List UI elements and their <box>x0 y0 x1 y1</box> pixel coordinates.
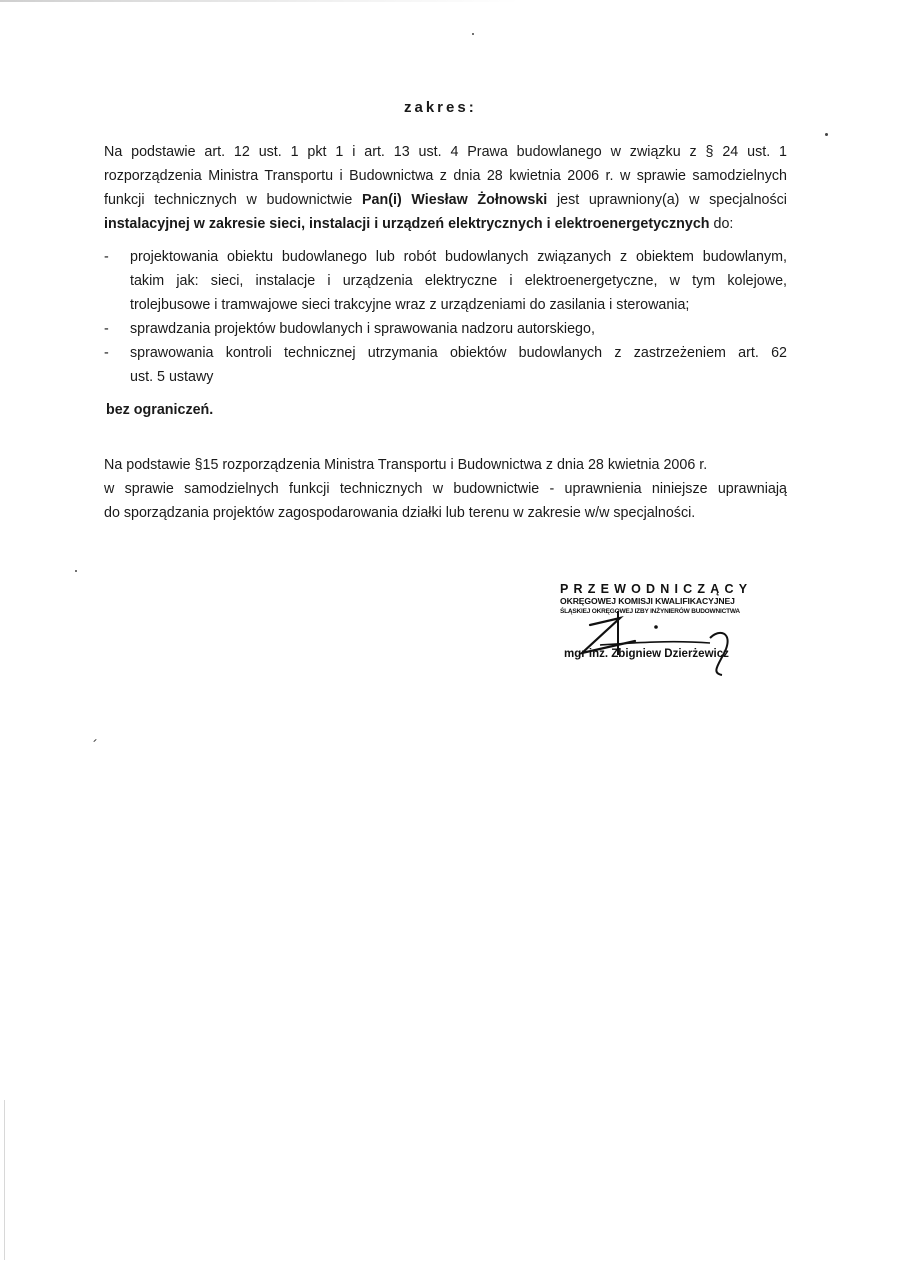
scope-list <box>104 245 787 389</box>
list-item-line: ust. 5 ustawy <box>130 369 214 385</box>
list-item-line: takim jak: sieci, instalacje i urządzenia elektryczne i elektroenergetyczne, w tym kolejowe, <box>130 273 787 289</box>
holder-name: Pan(i) Wiesław Żołnowski <box>362 192 548 208</box>
list-item-line: projektowania obiektu budowlanego lub robót budowlanych związanych z obiektem budowlanym, <box>130 249 787 265</box>
stamp-title: PRZEWODNICZĄCY <box>560 582 753 596</box>
handwritten-signature <box>560 583 760 678</box>
paragraph1-line3 <box>104 188 787 212</box>
scan-speck <box>75 570 77 572</box>
list-dash: - <box>104 321 109 337</box>
signatory-name: mgr inż. Zbigniew Dzierżewicz <box>564 648 729 660</box>
document-heading: zakres: <box>404 99 477 116</box>
list-dash: - <box>104 249 109 265</box>
scan-edge-left <box>4 1100 5 1260</box>
paragraph-entitlement <box>104 140 787 236</box>
paragraph1-line2: rozporządzenia Ministra Transportu i Budownictwa z dnia 28 kwietnia 2006 r. w sprawie samodzielnych <box>104 168 787 184</box>
list-item-line: sprawowania kontroli technicznej utrzymania obiektów budowlanych z zastrzeżeniem art. 62 <box>130 345 787 361</box>
list-item <box>104 317 787 341</box>
paragraph1-line3-pre: funkcji technicznych w budownictwie <box>104 192 353 208</box>
list-item-line: trolejbusowe i tramwajowe sieci trakcyjne wraz z urządzeniami do zasilania i sterowania; <box>130 297 690 313</box>
paragraph2-line3: do sporządzania projektów zagospodarowania działki lub terenu w zakresie w/w specjalności. <box>104 505 696 521</box>
list-item-line: sprawdzania projektów budowlanych i sprawowania nadzoru autorskiego, <box>130 321 595 337</box>
list-dash: - <box>104 345 109 361</box>
stamp-line1: OKRĘGOWEJ KOMISJI KWALIFIKACYJNEJ <box>560 596 735 606</box>
stamp-line2: ŚLĄSKIEJ OKRĘGOWEJ IZBY INŻYNIERÓW BUDOWNICTWA <box>560 608 740 615</box>
scan-speck <box>825 133 828 136</box>
paragraph1-line4 <box>104 212 787 236</box>
official-stamp <box>560 583 760 673</box>
scan-speck <box>93 739 97 743</box>
scan-speck <box>472 33 474 35</box>
specialty-text: instalacyjnej w zakresie sieci, instalacji i urządzeń elektrycznych i elektroenergetycznych <box>104 216 710 232</box>
scan-edge-top <box>0 0 520 2</box>
list-item <box>104 341 787 389</box>
paragraph2-line1: Na podstawie §15 rozporządzenia Ministra Transportu i Budownictwa z dnia 28 kwietnia 2006 r. <box>104 457 708 473</box>
paragraph1-line1: Na podstawie art. 12 ust. 1 pkt 1 i art. 13 ust. 4 Prawa budowlanego w związku z § 24 ust. 1 <box>104 144 787 160</box>
paragraph1-line3-post: jest uprawniony(a) w specjalności <box>556 192 787 208</box>
paragraph-legal-basis <box>104 453 787 525</box>
list-item <box>104 245 787 317</box>
final-statement: bez ograniczeń. <box>106 402 214 418</box>
paragraph1-line4-post: do: <box>713 216 734 232</box>
paragraph2-line2: w sprawie samodzielnych funkcji technicznych w budownictwie - uprawnienia niniejsze uprawniają <box>104 481 787 497</box>
